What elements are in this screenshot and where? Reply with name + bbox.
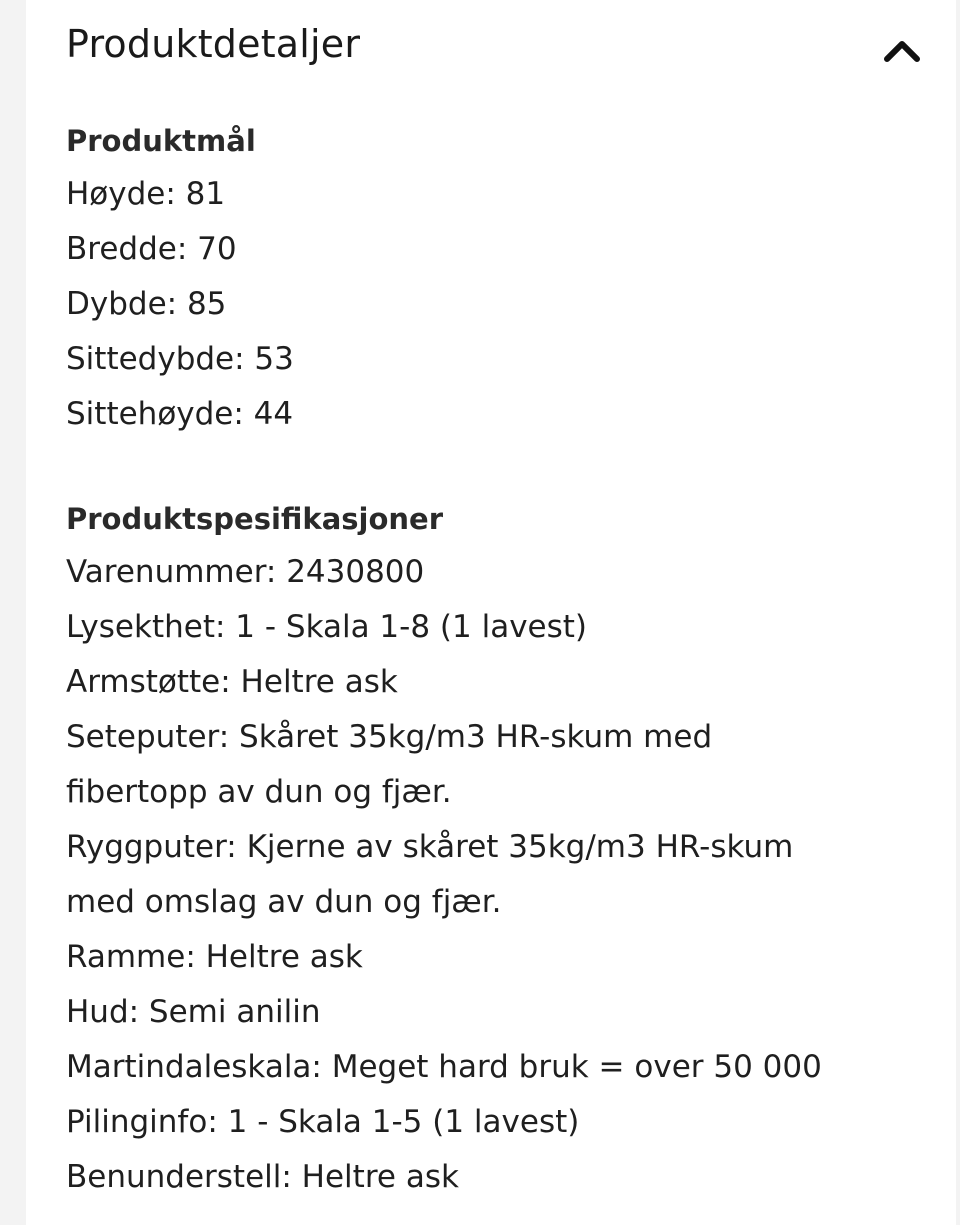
accordion-content bbox=[66, 115, 946, 1205]
section-heading-specifications: Produktspesifikasjoner bbox=[66, 502, 444, 536]
dimension-line: Bredde: 70 bbox=[66, 231, 237, 267]
accordion-header[interactable] bbox=[66, 0, 946, 94]
section-spacer bbox=[66, 442, 946, 493]
spec-line: med omslag av dun og fjær. bbox=[66, 884, 502, 920]
product-details-panel bbox=[26, 0, 956, 1225]
dimension-line: Sittehøyde: 44 bbox=[66, 396, 294, 432]
spec-line: fibertopp av dun og fjær. bbox=[66, 774, 452, 810]
dimensions-section bbox=[66, 115, 946, 442]
spec-line: Armstøtte: Heltre ask bbox=[66, 664, 398, 700]
section-heading-dimensions: Produktmål bbox=[66, 124, 256, 158]
spec-line: Lysekthet: 1 - Skala 1-8 (1 lavest) bbox=[66, 609, 588, 645]
spec-line: Hud: Semi anilin bbox=[66, 994, 321, 1030]
chevron-up-icon[interactable] bbox=[878, 26, 926, 74]
dimension-line: Høyde: 81 bbox=[66, 176, 226, 212]
accordion-title: Produktdetaljer bbox=[66, 22, 361, 66]
specifications-section bbox=[66, 493, 946, 1205]
spec-line: Ramme: Heltre ask bbox=[66, 939, 363, 975]
spec-line: Seteputer: Skåret 35kg/m3 HR-skum med bbox=[66, 719, 713, 755]
spec-line: Pilinginfo: 1 - Skala 1-5 (1 lavest) bbox=[66, 1104, 580, 1140]
spec-line: Varenummer: 2430800 bbox=[66, 554, 425, 590]
dimension-line: Dybde: 85 bbox=[66, 286, 227, 322]
spec-line: Ryggputer: Kjerne av skåret 35kg/m3 HR-skum bbox=[66, 829, 794, 865]
dimension-line: Sittedybde: 53 bbox=[66, 341, 294, 377]
spec-line: Martindaleskala: Meget hard bruk = over 50 000 bbox=[66, 1049, 822, 1085]
spec-line: Benunderstell: Heltre ask bbox=[66, 1159, 459, 1195]
